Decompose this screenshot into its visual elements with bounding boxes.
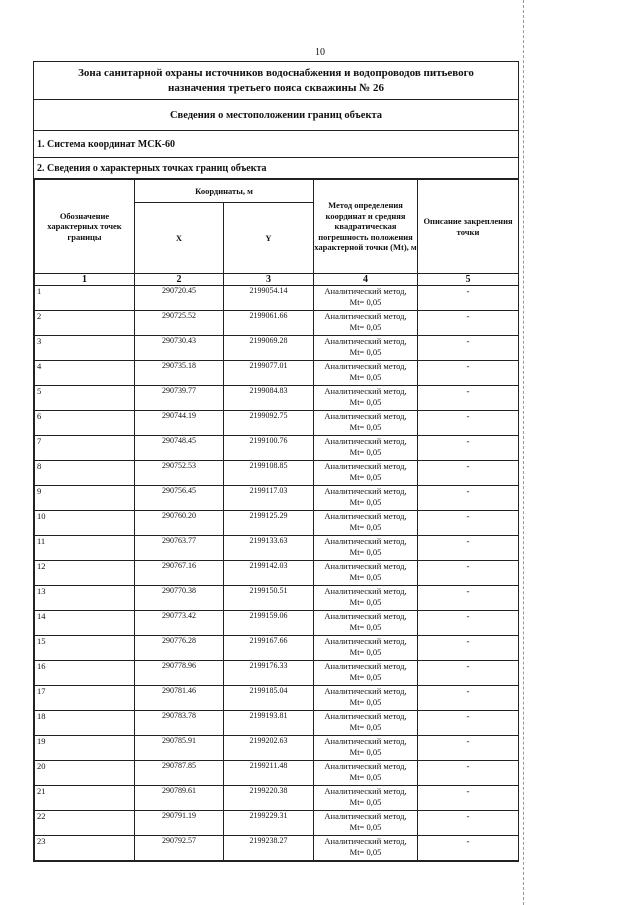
method-text: Аналитический метод, [324, 786, 407, 796]
title-line-1: Зона санитарной охраны источников водоснабжения и водопроводов питьевого [78, 66, 474, 79]
method-text: Аналитический метод, [324, 536, 407, 546]
point-description: - [418, 836, 519, 861]
point-number: 18 [35, 711, 135, 736]
column-number: 1 [35, 274, 135, 286]
document-title [34, 62, 518, 100]
coord-x: 290744.19 [135, 411, 224, 436]
coord-x: 290748.45 [135, 436, 224, 461]
point-number: 14 [35, 611, 135, 636]
coord-y: 2199100.76 [224, 436, 314, 461]
method-text: Аналитический метод, [324, 561, 407, 571]
method-cell [314, 286, 418, 311]
point-description: - [418, 636, 519, 661]
coord-x: 290787.85 [135, 761, 224, 786]
coord-y: 2199054.14 [224, 286, 314, 311]
point-number: 13 [35, 586, 135, 611]
coord-y: 2199092.75 [224, 411, 314, 436]
coord-y: 2199167.66 [224, 636, 314, 661]
point-number: 15 [35, 636, 135, 661]
table-row [35, 786, 519, 811]
point-description: - [418, 661, 519, 686]
method-cell [314, 536, 418, 561]
method-error: Mt= 0,05 [349, 647, 382, 657]
coord-y: 2199220.38 [224, 786, 314, 811]
method-text: Аналитический метод, [324, 761, 407, 771]
method-cell [314, 586, 418, 611]
method-error: Mt= 0,05 [349, 397, 382, 407]
method-text: Аналитический метод, [324, 736, 407, 746]
point-description: - [418, 361, 519, 386]
point-number: 9 [35, 486, 135, 511]
point-number: 6 [35, 411, 135, 436]
point-number: 11 [35, 536, 135, 561]
method-error: Mt= 0,05 [349, 472, 382, 482]
method-cell [314, 311, 418, 336]
coord-y: 2199125.29 [224, 511, 314, 536]
method-cell [314, 411, 418, 436]
method-text: Аналитический метод, [324, 636, 407, 646]
point-number: 5 [35, 386, 135, 411]
method-text: Аналитический метод, [324, 811, 407, 821]
table-row [35, 561, 519, 586]
method-cell [314, 611, 418, 636]
method-error: Mt= 0,05 [349, 772, 382, 782]
method-error: Mt= 0,05 [349, 597, 382, 607]
point-description: - [418, 511, 519, 536]
coord-y: 2199159.06 [224, 611, 314, 636]
method-cell [314, 786, 418, 811]
coord-x: 290752.53 [135, 461, 224, 486]
table-row [35, 361, 519, 386]
method-error: Mt= 0,05 [349, 847, 382, 857]
method-cell [314, 836, 418, 861]
coord-y: 2199069.28 [224, 336, 314, 361]
coord-y: 2199084.83 [224, 386, 314, 411]
method-cell [314, 486, 418, 511]
point-description: - [418, 336, 519, 361]
coord-x: 290720.45 [135, 286, 224, 311]
column-number: 5 [418, 274, 519, 286]
table-row [35, 761, 519, 786]
point-description: - [418, 561, 519, 586]
coord-y: 2199238.27 [224, 836, 314, 861]
header-x: X [135, 203, 224, 274]
table-row [35, 511, 519, 536]
point-description: - [418, 761, 519, 786]
method-cell [314, 686, 418, 711]
header-designation: Обозначение характерных точек границы [35, 180, 135, 274]
coord-x: 290791.19 [135, 811, 224, 836]
method-text: Аналитический метод, [324, 436, 407, 446]
point-description: - [418, 536, 519, 561]
table-row [35, 461, 519, 486]
method-text: Аналитический метод, [324, 286, 407, 296]
points-table-body [35, 286, 519, 861]
method-text: Аналитический метод, [324, 711, 407, 721]
coord-y: 2199229.31 [224, 811, 314, 836]
point-description: - [418, 611, 519, 636]
method-text: Аналитический метод, [324, 311, 407, 321]
table-row [35, 836, 519, 861]
method-text: Аналитический метод, [324, 411, 407, 421]
coord-x: 290735.18 [135, 361, 224, 386]
method-cell [314, 736, 418, 761]
method-cell [314, 511, 418, 536]
table-row [35, 736, 519, 761]
method-error: Mt= 0,05 [349, 522, 382, 532]
point-description: - [418, 411, 519, 436]
coord-x: 290756.45 [135, 486, 224, 511]
coord-y: 2199150.51 [224, 586, 314, 611]
point-description: - [418, 461, 519, 486]
method-error: Mt= 0,05 [349, 722, 382, 732]
coord-x: 290778.96 [135, 661, 224, 686]
method-error: Mt= 0,05 [349, 747, 382, 757]
point-number: 1 [35, 286, 135, 311]
section-subtitle: Сведения о местоположении границ объекта [34, 100, 518, 131]
point-description: - [418, 711, 519, 736]
method-error: Mt= 0,05 [349, 297, 382, 307]
method-cell [314, 336, 418, 361]
table-row [35, 436, 519, 461]
point-description: - [418, 586, 519, 611]
point-number: 22 [35, 811, 135, 836]
header-description: Описание закрепления точки [418, 180, 519, 274]
method-cell [314, 711, 418, 736]
method-error: Mt= 0,05 [349, 697, 382, 707]
point-number: 3 [35, 336, 135, 361]
point-number: 20 [35, 761, 135, 786]
coord-y: 2199117.03 [224, 486, 314, 511]
column-number: 2 [135, 274, 224, 286]
coord-x: 290792.57 [135, 836, 224, 861]
method-text: Аналитический метод, [324, 486, 407, 496]
scan-fold-line [523, 0, 524, 905]
point-description: - [418, 286, 519, 311]
document-sheet [33, 61, 519, 862]
method-cell [314, 461, 418, 486]
header-coordinates: Координаты, м [135, 180, 314, 203]
coord-x: 290725.52 [135, 311, 224, 336]
method-cell [314, 661, 418, 686]
page-number: 10 [315, 47, 325, 58]
method-text: Аналитический метод, [324, 336, 407, 346]
point-description: - [418, 786, 519, 811]
method-error: Mt= 0,05 [349, 347, 382, 357]
header-method: Метод определения координат и средняя квадратическая погрешность положения характерной точки (Mt), м [314, 180, 418, 274]
point-number: 7 [35, 436, 135, 461]
table-row [35, 661, 519, 686]
point-description: - [418, 736, 519, 761]
column-number: 4 [314, 274, 418, 286]
method-error: Mt= 0,05 [349, 547, 382, 557]
point-number: 12 [35, 561, 135, 586]
method-cell [314, 811, 418, 836]
coord-x: 290739.77 [135, 386, 224, 411]
point-number: 23 [35, 836, 135, 861]
method-text: Аналитический метод, [324, 661, 407, 671]
point-description: - [418, 386, 519, 411]
coordinate-system-row: 1. Система координат МСК-60 [34, 131, 518, 158]
point-description: - [418, 311, 519, 336]
coord-y: 2199077.01 [224, 361, 314, 386]
method-cell [314, 361, 418, 386]
header-y: Y [224, 203, 314, 274]
method-error: Mt= 0,05 [349, 622, 382, 632]
point-number: 16 [35, 661, 135, 686]
table-row [35, 711, 519, 736]
method-error: Mt= 0,05 [349, 822, 382, 832]
coord-y: 2199108.85 [224, 461, 314, 486]
coord-y: 2199176.33 [224, 661, 314, 686]
title-line-2: назначения третьего пояса скважины № 26 [167, 81, 385, 94]
coord-x: 290730.43 [135, 336, 224, 361]
method-cell [314, 561, 418, 586]
table-row [35, 411, 519, 436]
method-error: Mt= 0,05 [349, 447, 382, 457]
coord-y: 2199133.63 [224, 536, 314, 561]
method-text: Аналитический метод, [324, 461, 407, 471]
point-description: - [418, 486, 519, 511]
coord-x: 290767.16 [135, 561, 224, 586]
coord-x: 290776.28 [135, 636, 224, 661]
method-cell [314, 636, 418, 661]
coord-y: 2199193.81 [224, 711, 314, 736]
method-text: Аналитический метод, [324, 586, 407, 596]
point-number: 21 [35, 786, 135, 811]
method-text: Аналитический метод, [324, 611, 407, 621]
method-error: Mt= 0,05 [349, 422, 382, 432]
point-number: 4 [35, 361, 135, 386]
point-number: 19 [35, 736, 135, 761]
coord-y: 2199185.04 [224, 686, 314, 711]
method-text: Аналитический метод, [324, 686, 407, 696]
coord-y: 2199202.63 [224, 736, 314, 761]
points-table [34, 179, 519, 861]
method-text: Аналитический метод, [324, 386, 407, 396]
table-row [35, 586, 519, 611]
method-error: Mt= 0,05 [349, 797, 382, 807]
column-number: 3 [224, 274, 314, 286]
table-row [35, 386, 519, 411]
table-row [35, 686, 519, 711]
method-error: Mt= 0,05 [349, 672, 382, 682]
coord-x: 290783.78 [135, 711, 224, 736]
table-row [35, 811, 519, 836]
coord-x: 290773.42 [135, 611, 224, 636]
coord-x: 290789.61 [135, 786, 224, 811]
method-cell [314, 761, 418, 786]
point-description: - [418, 436, 519, 461]
point-description: - [418, 811, 519, 836]
coord-y: 2199211.48 [224, 761, 314, 786]
method-cell [314, 436, 418, 461]
point-description: - [418, 686, 519, 711]
method-text: Аналитический метод, [324, 511, 407, 521]
coord-y: 2199142.03 [224, 561, 314, 586]
coord-x: 290785.91 [135, 736, 224, 761]
table-row [35, 336, 519, 361]
coord-x: 290760.20 [135, 511, 224, 536]
table-row [35, 311, 519, 336]
points-section-row: 2. Сведения о характерных точках границ объекта [34, 158, 518, 179]
coord-x: 290781.46 [135, 686, 224, 711]
coord-x: 290770.38 [135, 586, 224, 611]
method-text: Аналитический метод, [324, 361, 407, 371]
table-row [35, 286, 519, 311]
table-row [35, 486, 519, 511]
point-number: 17 [35, 686, 135, 711]
method-error: Mt= 0,05 [349, 572, 382, 582]
coord-y: 2199061.66 [224, 311, 314, 336]
table-row [35, 611, 519, 636]
method-error: Mt= 0,05 [349, 497, 382, 507]
method-error: Mt= 0,05 [349, 322, 382, 332]
table-row [35, 536, 519, 561]
table-row [35, 636, 519, 661]
method-error: Mt= 0,05 [349, 372, 382, 382]
point-number: 10 [35, 511, 135, 536]
method-text: Аналитический метод, [324, 836, 407, 846]
method-cell [314, 386, 418, 411]
point-number: 2 [35, 311, 135, 336]
coord-x: 290763.77 [135, 536, 224, 561]
point-number: 8 [35, 461, 135, 486]
